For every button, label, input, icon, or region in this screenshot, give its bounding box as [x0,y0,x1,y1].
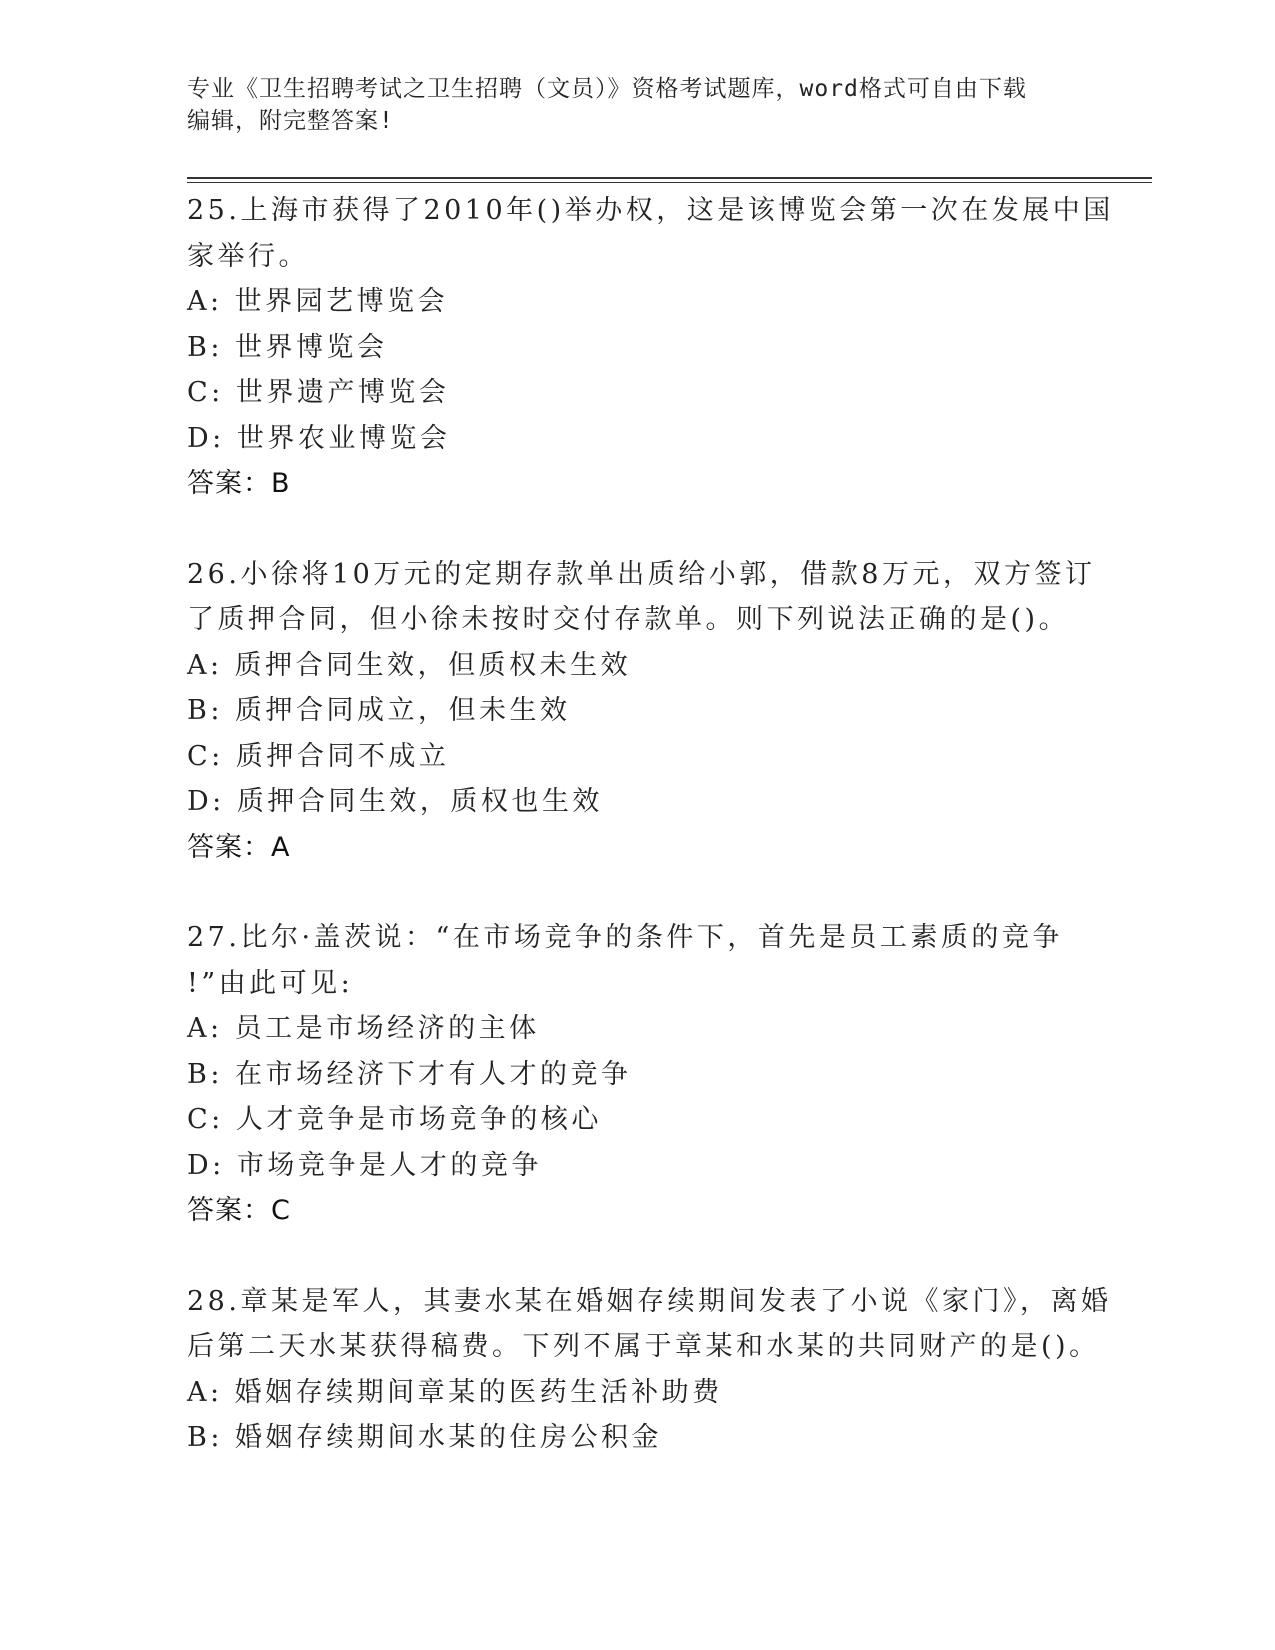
option-b: B: 世界博览会 [187,331,388,363]
question-stem-line: 后第二天水某获得稿费。下列不属于章某和水某的共同财产的是()。 [187,1331,1100,1362]
option-a: A: 员工是市场经济的主体 [187,1013,540,1044]
option-d: D: 世界农业博览会 [187,422,451,454]
option-b: B: 质押合同成立，但未生效 [187,695,571,726]
option-a: A: 婚姻存续期间章某的医药生活补助费 [187,1376,723,1408]
question-stem-line: 家举行。 [187,240,309,272]
option-c: C: 人才竞争是市场竞争的核心 [187,1104,602,1135]
question-25 [187,188,1114,507]
answer-label: 答案：C [187,1195,291,1226]
question-27 [187,915,1087,1234]
option-a: A: 质押合同生效，但质权未生效 [187,649,632,681]
question-stem-line: 27.比尔·盖茨说：“在市场竞争的条件下，首先是员工素质的竞争 [187,922,1063,953]
option-c: C: 质押合同不成立 [187,740,450,772]
answer-label: 答案：A [187,831,291,863]
question-28 [187,1279,1112,1461]
question-stem-line: 26.小徐将10万元的定期存款单出质给小郭，借款8万元，双方签订 [187,558,1096,590]
header-line-2: 编辑，附完整答案! [187,108,394,134]
question-list [187,188,1114,1506]
option-d: D: 质押合同生效，质权也生效 [187,786,603,817]
question-26 [187,552,1096,871]
option-b: B: 婚姻存续期间水某的住房公积金 [187,1422,663,1453]
option-a: A: 世界园艺博览会 [187,286,449,317]
question-stem-line: 了质押合同，但小徐未按时交付存款单。则下列说法正确的是()。 [187,604,1070,635]
question-stem-line: 28.章某是军人，其妻水某在婚姻存续期间发表了小说《家门》，离婚 [187,1285,1112,1317]
option-d: D: 市场竞争是人才的竞争 [187,1149,542,1181]
question-stem-line: !”由此可见: [187,967,354,999]
header-divider-thick [187,177,1152,179]
header-divider-thin [187,182,1152,183]
option-b: B: 在市场经济下才有人才的竞争 [187,1058,632,1090]
question-stem-line: 25.上海市获得了2010年()举办权，这是该博览会第一次在发展中国 [187,195,1114,226]
document-header [187,73,1067,137]
header-line-1: 专业《卫生招聘考试之卫生招聘（文员）》资格考试题库，word格式可自由下载 [187,76,1027,102]
option-c: C: 世界遗产博览会 [187,377,450,408]
answer-label: 答案：B [187,468,291,499]
